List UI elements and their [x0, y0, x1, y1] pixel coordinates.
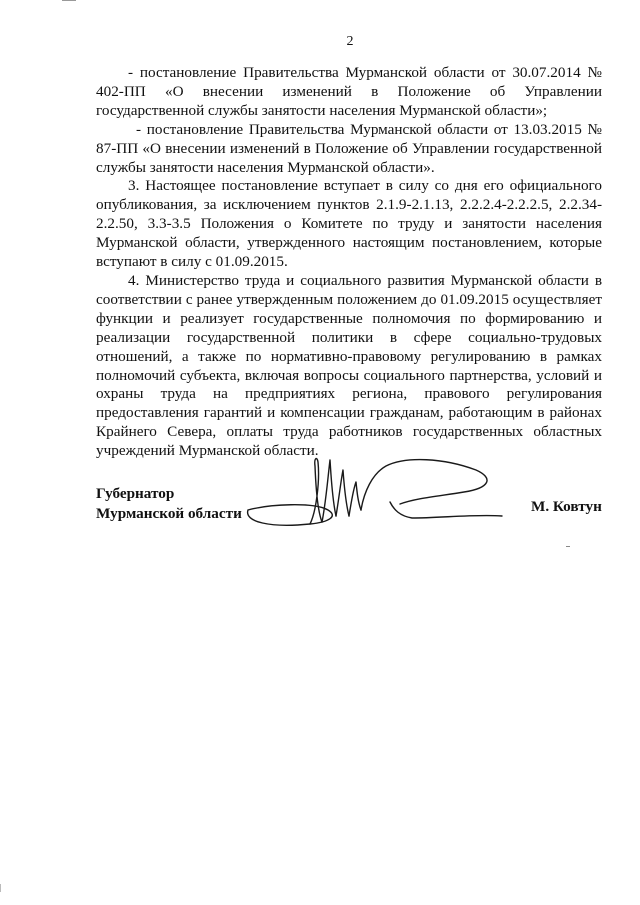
signatory-title-line1: Губернатор [96, 485, 175, 502]
signatory-name: М. Ковтун [531, 498, 602, 515]
paragraph-repeal-402pp: - постановление Правительства Мурманской области от 30.07.2014 № 402-ПП «О внесении изменений в Положение об Управлении государственной службы занятости населения Мурманской области»; [96, 64, 602, 119]
scan-speck [566, 546, 570, 547]
page-number: 2 [346, 34, 354, 49]
paragraph-repeal-87pp: - постановление Правительства Мурманской области от 13.03.2015 № 87-ПП «О внесении изменений в Положение об Управлении государственной службы занятости населения Мурманской области». [96, 120, 602, 176]
scan-edge-mark [0, 884, 1, 892]
paragraph-ministry-functions: 4. Министерство труда и социального развития Мурманской области в соответствии с ранее утвержденным положением до 01.09.2015 осуществляет функции и реализует государственные полномочия по формированию и реализации государственной политики в сфере социально-трудовых отношений, а также по нормативно-правовому регулированию в рамках полномочий субъекта, включая вопросы социального партнерства, условий и охраны труда на предприятиях региона, правового регулирования предоставления гарантий и компенсации гражданам, работающим в районах Крайнего Севера, оплаты труда работников государственных областных учреждений Мурманской области. [96, 271, 602, 460]
document-body [96, 64, 602, 461]
signatory-title-line2: Мурманской области [96, 505, 242, 522]
paragraph-entry-into-force: 3. Настоящее постановление вступает в силу со дня его официального опубликования, за исключением пунктов 2.1.9-2.1.13, 2.2.2.4-2.2.2.5, 2.2.34-2.2.50, 3.3-3.5 Положения о Комитете по труду и занятости населения Мурманской области, утвержденного настоящим постановлением, которые вступают в силу с 01.09.2015. [96, 177, 602, 271]
handwritten-signature [240, 452, 510, 542]
signatory-title [96, 484, 242, 524]
scan-artifact [62, 0, 76, 1]
